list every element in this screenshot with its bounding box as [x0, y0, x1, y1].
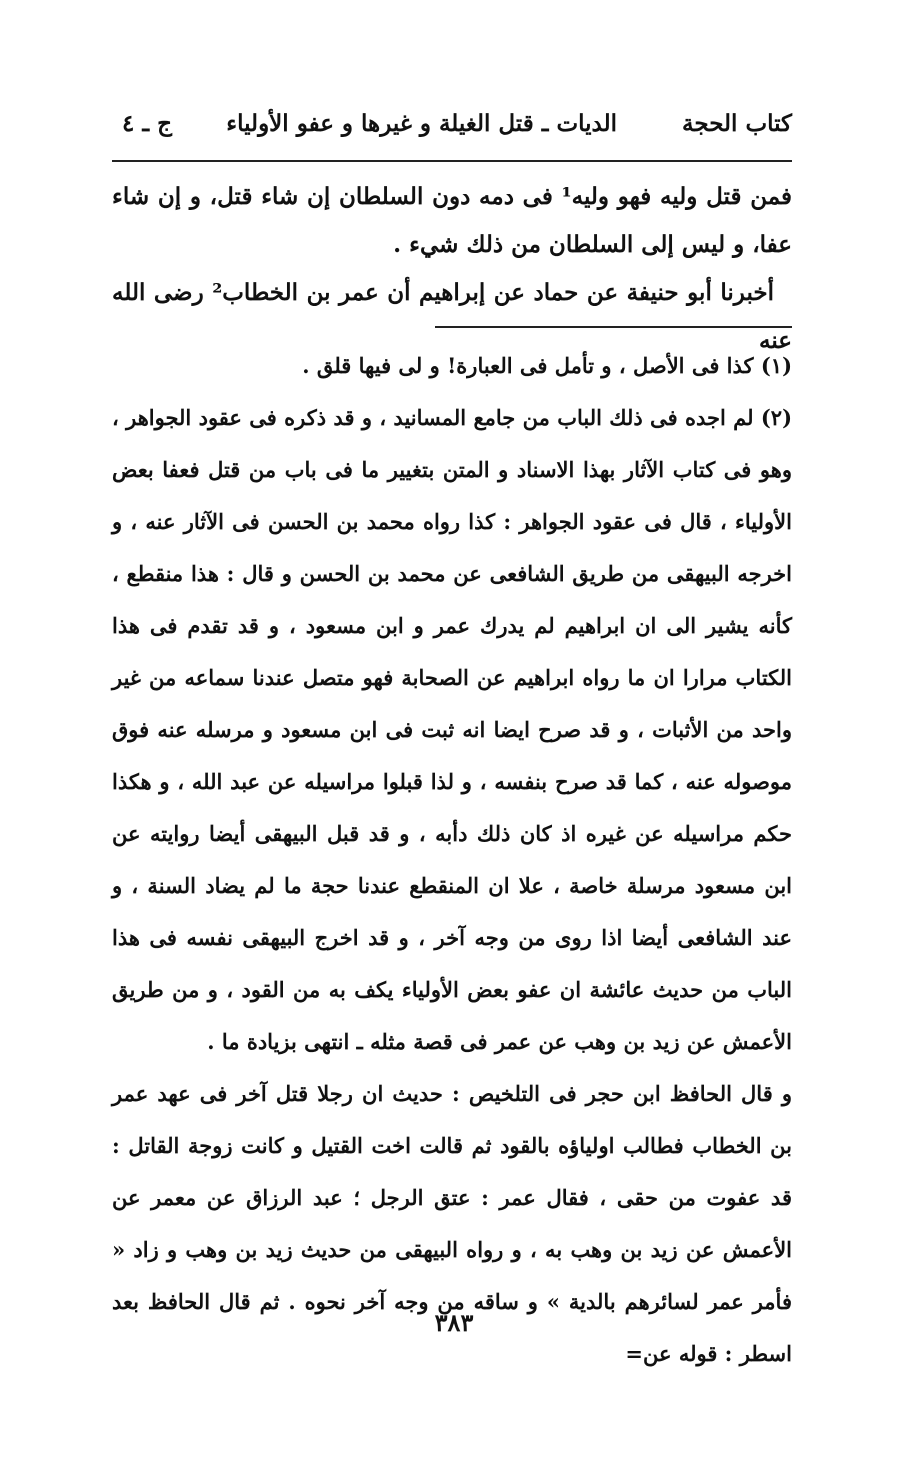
main-text — [112, 173, 792, 365]
running-header — [112, 110, 792, 150]
page-number: ٣٨٣ — [434, 1308, 474, 1337]
footnote-3: و قال الحافظ ابن حجر فى التلخيص : حديث ان رجلا قتل آخر فى عهد عمر بن الخطاب فطالب اولياؤه بالقود ثم قالت اخت القتيل و كانت زوجة القاتل : قد عفوت من حقى ، فقال عمر : عتق الرجل ؛ عبد الرزاق عن معمر عن الأعمش عن زيد بن وهب به ، و رواه البيهقى من حديث زيد بن وهب و زاد « فأمر عمر لسائرهم بالدية » و ساقه من وجه آخر نحوه . ثم قال الحافظ بعد اسطر : قوله عن= — [112, 1081, 792, 1366]
main-paragraph-2: أخبرنا أبو حنيفة عن حماد عن إبراهيم أن عمر بن الخطاب² رضى الله عنه — [112, 279, 792, 354]
book-title: كتاب الحجة — [682, 110, 792, 137]
footnote-2: (٢) لم اجده فى ذلك الباب من جامع المسانيد ، و قد ذكره فى عقود الجواهر ، وهو فى كتاب الآثار بهذا الاسناد و المتن بتغيير ما فى باب من قتل فعفا بعض الأولياء ، قال فى عقود الجواهر : كذا رواه محمد بن الحسن فى الآثار عنه ، و اخرجه البيهقى من طريق الشافعى عن محمد بن الحسن و قال : هذا منقطع ، كأنه يشير الى ان ابراهيم لم يدرك عمر و ابن مسعود ، و قد تقدم فى هذا الكتاب مرارا ان ما رواه ابراهيم عن الصحابة فهو متصل عندنا سماعه من غير واحد من الأثبات ، و قد صرح ايضا انه ثبت فى ابن مسعود و مرسله عنه فوق موصوله عنه ، كما قد صرح بنفسه ، و لذا قبلوا مراسيله عن عبد الله ، و هكذا حكم مراسيله عن غيره اذ كان ذلك دأبه ، و قد قبل البيهقى أيضا روايته عن ابن مسعود مرسلة خاصة ، علا ان المنقطع عندنا حجة ما لم يضاد السنة ، و عند الشافعى أيضا اذا روى من وجه آخر ، و قد اخرج البيهقى نفسه فى هذا الباب من حديث عائشة ان عفو بعض الأولياء يكف به من القود ، و من طريق الأعمش عن زيد بن وهب عن عمر فى قصة مثله ـ انتهى بزيادة ما . — [112, 405, 792, 1054]
chapter-title: الديات ـ قتل الغيلة و غيرها و عفو الأولياء — [226, 110, 617, 137]
main-paragraph-1: فمن قتل وليه فهو وليه¹ فى دمه دون السلطان إن شاء قتل، و إن شاء عفا، و ليس إلى السلطان من ذلك شيء . — [112, 183, 792, 258]
footnotes — [112, 340, 792, 1380]
footnote-1: (١) كذا فى الأصل ، و تأمل فى العبارة! و لى فيها قلق . — [302, 353, 792, 378]
volume-number: ج ـ ٤ — [122, 110, 172, 137]
header-rule — [112, 160, 792, 162]
footnote-rule — [435, 326, 792, 328]
